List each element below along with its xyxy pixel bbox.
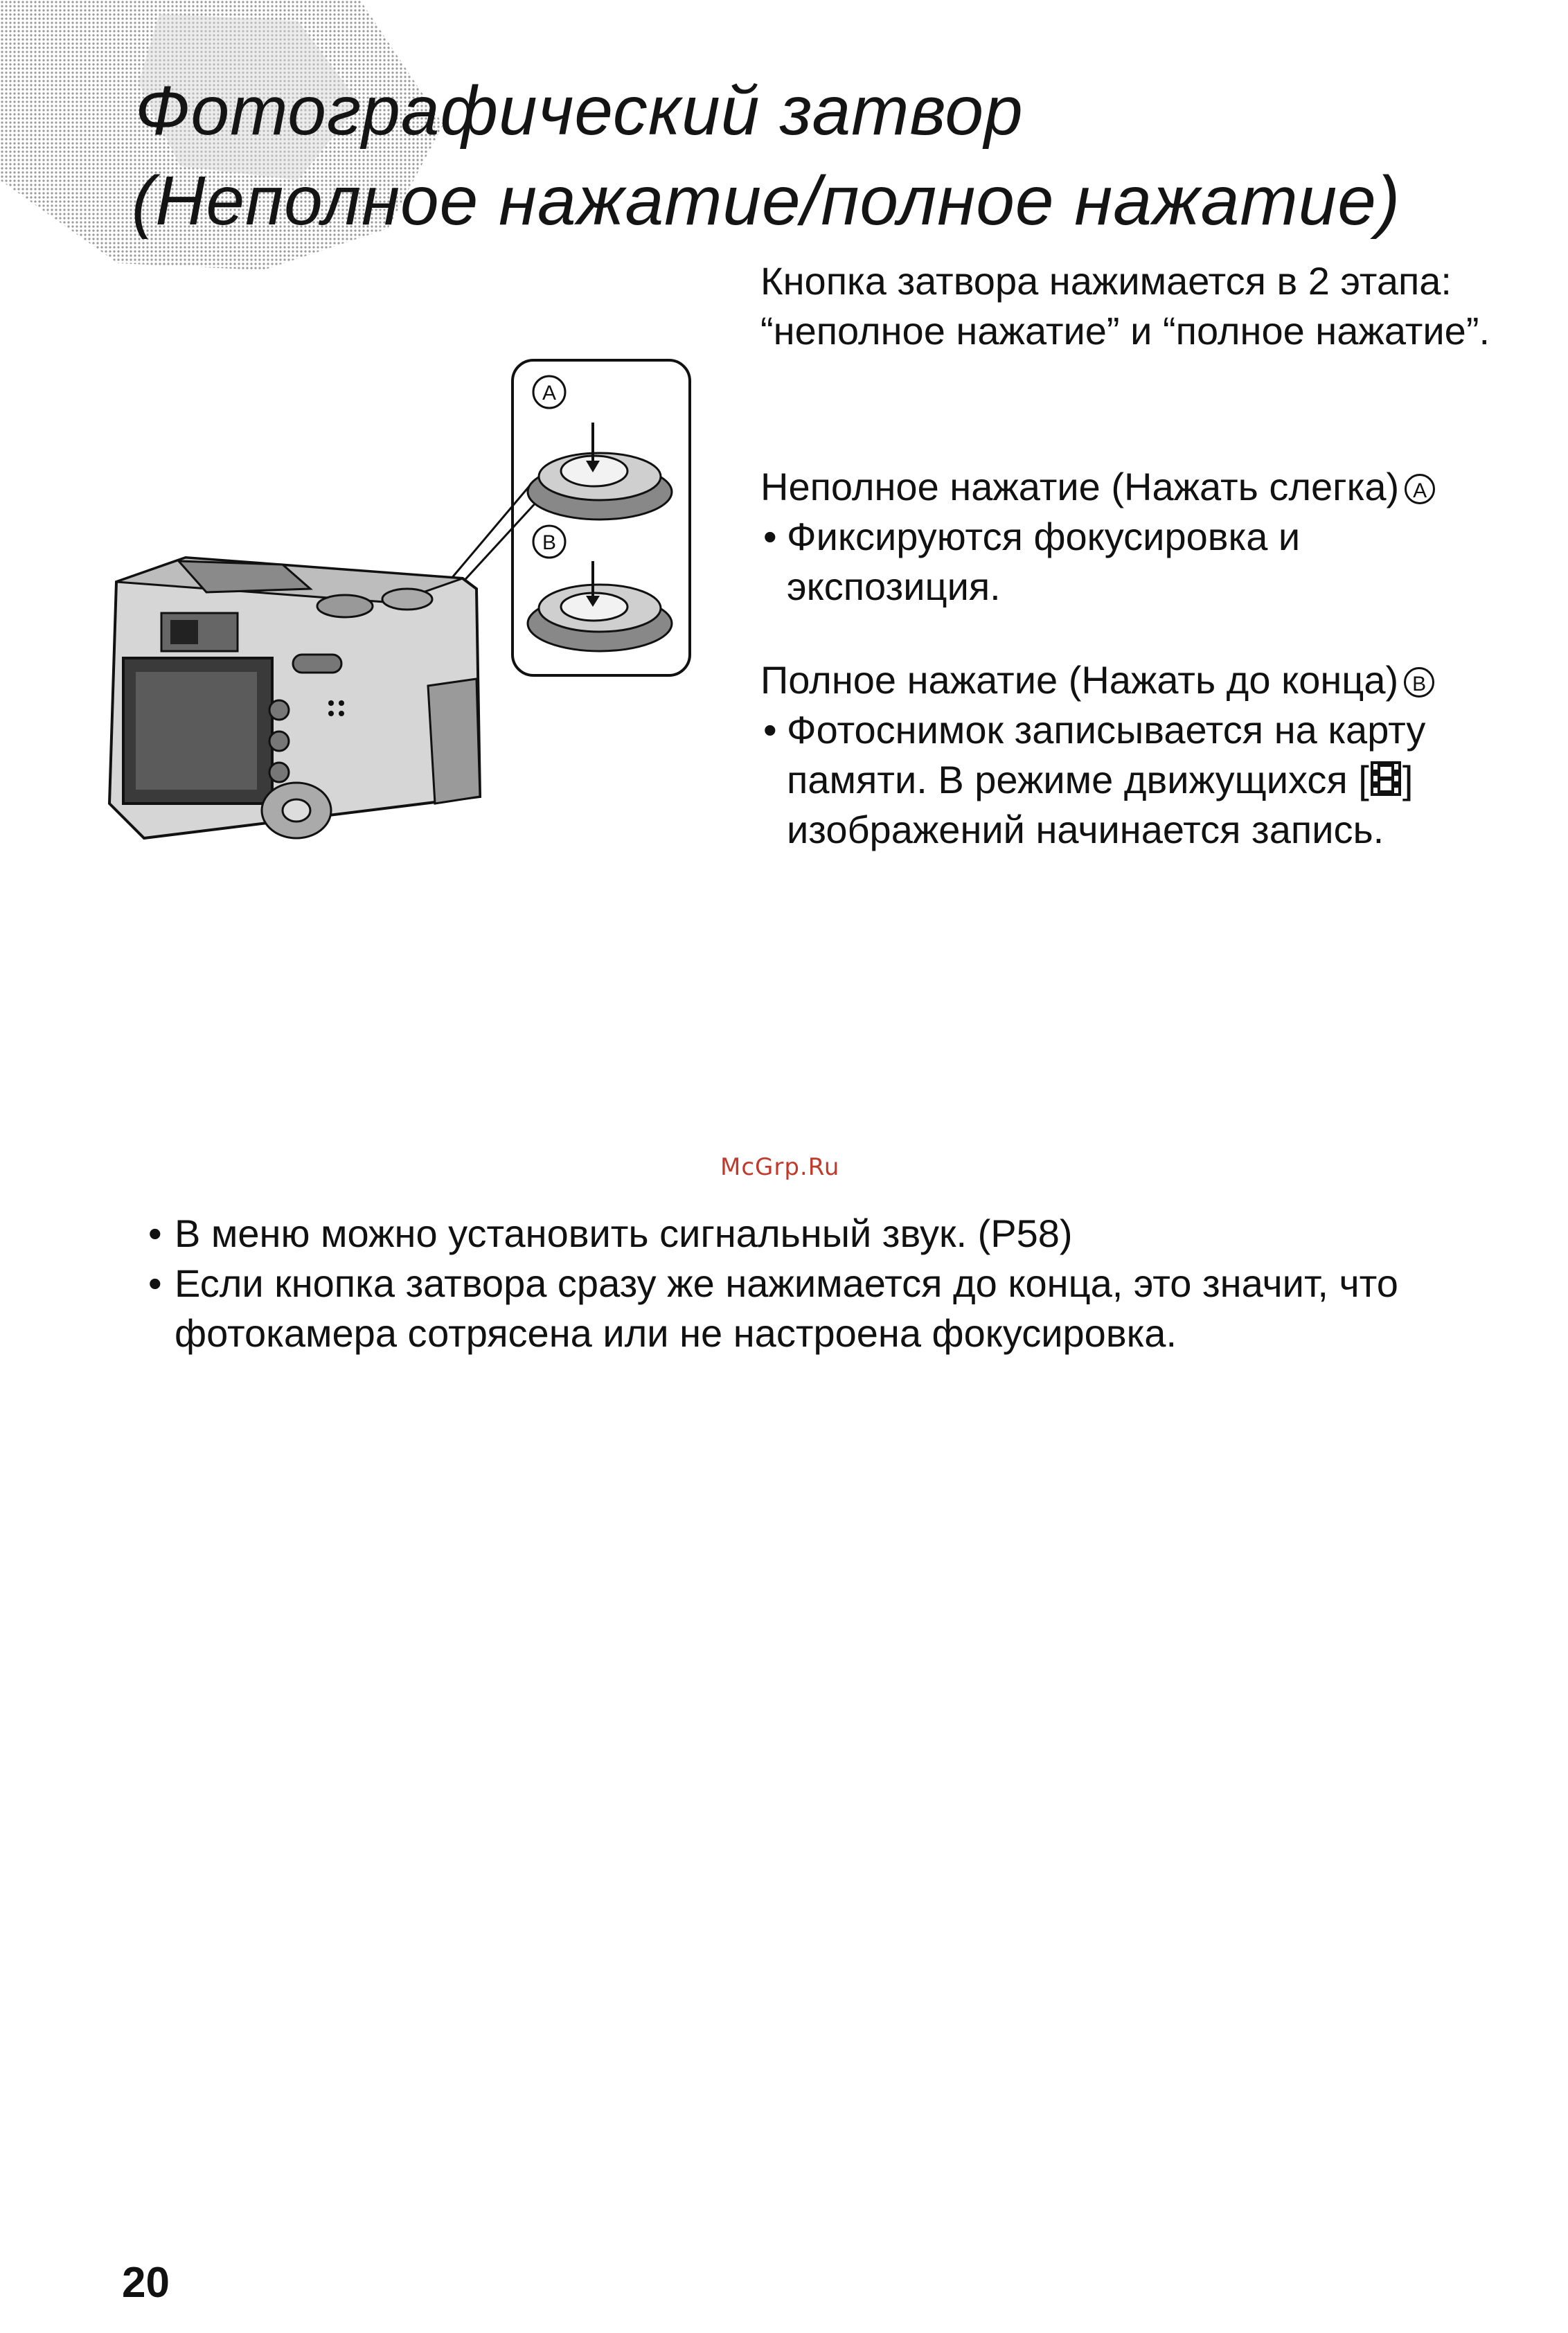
- callout-b-marker: [533, 526, 565, 558]
- full-press-bullet-text-2: ] изображений начинается запись.: [787, 758, 1414, 851]
- bullet-icon: •: [763, 515, 777, 558]
- full-press-heading-text: Полное нажатие (Нажать до конца): [760, 658, 1399, 702]
- camera-body: [109, 558, 480, 838]
- full-press-bullet-text-1: Фотоснимок записывается на карту памяти. В режиме движущихся [: [787, 708, 1426, 801]
- notes-list: [145, 1209, 1517, 1358]
- watermark: McGrp.Ru: [720, 1153, 840, 1181]
- svg-text:B: B: [542, 531, 557, 554]
- title-line-2: (Неполное нажатие/полное нажатие): [132, 162, 1401, 240]
- half-press-bullet-text: Фиксируются фокусировка и экспозиция.: [787, 515, 1301, 608]
- bullet-icon: •: [763, 708, 777, 752]
- list-item: [760, 705, 1508, 855]
- bullet-icon: •: [148, 1212, 162, 1255]
- intro-paragraph: Кнопка затвора нажимается в 2 этапа: “неполное нажатие” и “полное нажатие”.: [760, 259, 1490, 353]
- half-press-bullets: [760, 512, 1508, 612]
- half-press-heading: [760, 462, 1435, 512]
- list-item: [760, 512, 1508, 612]
- list-item: [145, 1259, 1517, 1358]
- marker-b-icon: B: [1404, 667, 1434, 698]
- callout-a-marker: [533, 376, 565, 408]
- movie-mode-icon: [1369, 760, 1402, 797]
- page-number: 20: [122, 2259, 170, 2307]
- bullet-icon: •: [148, 1261, 162, 1305]
- note-text: В меню можно установить сигнальный звук. (P58): [175, 1212, 1073, 1255]
- list-item: [145, 1209, 1517, 1259]
- svg-text:A: A: [542, 382, 557, 405]
- marker-a-icon: A: [1405, 474, 1435, 504]
- camera-illustration: [103, 353, 712, 852]
- full-press-bullets: [760, 705, 1508, 855]
- title-line-1: Фотографический затвор: [135, 72, 1024, 150]
- note-text: Если кнопка затвора сразу же нажимается до конца, это значит, что фотокамера сотрясена или не настроена фокусировка.: [175, 1261, 1398, 1355]
- page-title: [132, 66, 1400, 246]
- full-press-heading: [760, 655, 1434, 705]
- half-press-heading-text: Неполное нажатие (Нажать слегка): [760, 465, 1400, 508]
